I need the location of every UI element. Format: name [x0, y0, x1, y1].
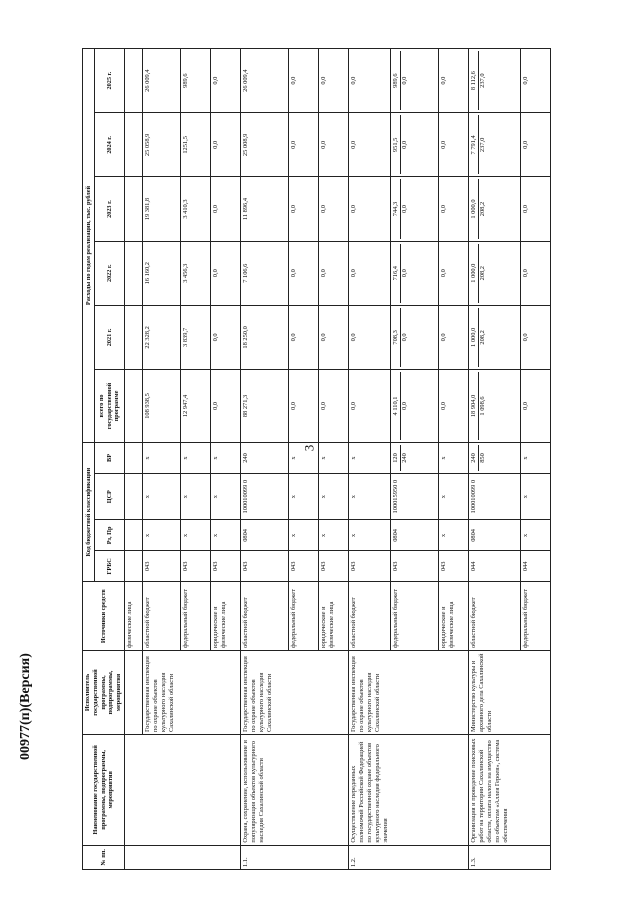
year-amount-part: 237,0: [478, 137, 486, 153]
vr-code: x: [288, 442, 318, 473]
csr-code: 100010099 0: [468, 473, 520, 519]
year-amount: 1251,5: [180, 113, 210, 177]
year-amount-part: 1 000,0: [470, 244, 479, 303]
year-amount: 0,0: [438, 305, 468, 369]
vr-code: [468, 442, 520, 473]
grbs-code: [124, 551, 142, 582]
grbs-code: 043: [180, 551, 210, 582]
header-grbs: ГРБС: [95, 551, 125, 582]
csr-code: x: [210, 473, 240, 519]
vr-code: x: [210, 442, 240, 473]
row-number: 1.1.: [240, 845, 348, 869]
header-name: Наименование государственной программы, подпрограммы, мероприятия: [83, 735, 125, 846]
rzpr-code: x: [210, 520, 240, 551]
total-amount: 0,0: [288, 369, 318, 442]
year-amount: 0,0: [288, 113, 318, 177]
year-amount: [124, 113, 142, 177]
year-amount: [124, 241, 142, 305]
grbs-code: 044: [468, 551, 520, 582]
year-amount: [468, 49, 520, 113]
csr-code: x: [318, 473, 348, 519]
year-amount-part: 744,3: [392, 179, 401, 238]
funding-source: юридические и физические лица: [438, 582, 468, 651]
year-amount: [390, 177, 438, 241]
document-code: 00977(п)(Версия): [18, 653, 33, 760]
rzpr-code: x: [318, 520, 348, 551]
year-amount-part: 716,4: [392, 244, 401, 303]
year-amount-part: 0,0: [400, 76, 408, 85]
csr-code: x: [142, 473, 180, 519]
year-amount-part: 208,2: [478, 201, 486, 217]
year-amount-split: [392, 308, 409, 367]
year-amount-part: 0,0: [400, 140, 408, 149]
year-amount-part: 237,0: [478, 73, 486, 88]
total-amount-part: 18 904,0: [470, 372, 479, 440]
year-amount: 989,6: [180, 49, 210, 113]
year-amount: [468, 177, 520, 241]
year-amount: 0,0: [520, 177, 550, 241]
year-amount: 0,0: [318, 113, 348, 177]
measure-name: Охрана, сохранение, использование и популяризация объектов культурного наследия Сахалинской области: [240, 735, 348, 846]
header-kbk: Код бюджетной классификации: [83, 442, 95, 581]
year-amount-split: [392, 51, 409, 110]
year-amount: 18 250,0: [240, 305, 288, 369]
csr-code: 100015950 0: [390, 473, 438, 519]
year-amount: 0,0: [348, 241, 390, 305]
header-vr: ВР: [95, 442, 125, 473]
grbs-code: 043: [142, 551, 180, 582]
year-amount: 7 106,6: [240, 241, 288, 305]
csr-code: x: [348, 473, 390, 519]
total-amount: 0,0: [348, 369, 390, 442]
year-amount: 0,0: [288, 241, 318, 305]
total-amount: [390, 369, 438, 442]
rotated-budget-table: [82, 48, 612, 870]
funding-source: федеральный бюджет: [180, 582, 210, 651]
rzpr-code: x: [142, 520, 180, 551]
total-amount-split: [470, 372, 487, 440]
header-expenses: Расходы по годам реализации, тыс. рублей: [83, 49, 95, 443]
funding-source: юридические и физические лица: [318, 582, 348, 651]
year-amount: 3 839,7: [180, 305, 210, 369]
year-amount: 0,0: [210, 305, 240, 369]
year-amount-part: 208,2: [478, 266, 486, 281]
year-amount: 0,0: [288, 49, 318, 113]
year-amount-part: 951,5: [392, 115, 401, 174]
grbs-code: 043: [438, 551, 468, 582]
year-amount: 0,0: [438, 49, 468, 113]
year-amount: 26 009,4: [240, 49, 288, 113]
year-amount: 0,0: [438, 241, 468, 305]
year-amount-split: [470, 308, 487, 367]
executor: Государственная инспекция по охране объектов культурного наследия Сахалинской области: [240, 650, 348, 734]
rzpr-code: x: [348, 520, 390, 551]
grbs-code: 043: [318, 551, 348, 582]
year-amount: [468, 113, 520, 177]
vr-code: [390, 442, 438, 473]
funding-source: областной бюджет: [348, 582, 390, 651]
rzpr-code: 0804: [468, 520, 520, 551]
grbs-code: 043: [210, 551, 240, 582]
total-amount-part: 0,0: [400, 401, 408, 410]
header-year: 2025 г.: [95, 49, 125, 113]
rzpr-code: x: [180, 520, 210, 551]
year-amount: 0,0: [520, 241, 550, 305]
year-amount: [468, 241, 520, 305]
header-year: 2022 г.: [95, 241, 125, 305]
vr-code: x: [520, 442, 550, 473]
total-amount: 0,0: [210, 369, 240, 442]
year-amount: 0,0: [210, 113, 240, 177]
year-amount: 25 008,9: [240, 113, 288, 177]
vr-code: x: [142, 442, 180, 473]
header-year: 2021 г.: [95, 305, 125, 369]
header-executor: Исполнитель государственной программы, подпрограммы, мероприятия: [83, 650, 125, 734]
year-amount-split: [470, 51, 487, 110]
table-row: [240, 49, 288, 870]
year-amount: 0,0: [438, 177, 468, 241]
year-amount-split: [392, 115, 409, 174]
row-number: 1.2.: [348, 845, 468, 869]
funding-source: федеральный бюджет: [520, 582, 550, 651]
funding-source: юридические и физические лица: [210, 582, 240, 651]
year-amount: 26 009,4: [142, 49, 180, 113]
vr-code: x: [180, 442, 210, 473]
vr-code: [124, 442, 142, 473]
year-amount-part: 1 000,0: [470, 308, 479, 367]
header-csr: ЦСР: [95, 473, 125, 519]
year-amount: 0,0: [318, 241, 348, 305]
csr-code: x: [180, 473, 210, 519]
total-amount: 0,0: [438, 369, 468, 442]
budget-body: [124, 49, 550, 870]
vr-code: x: [348, 442, 390, 473]
total-amount: 88 271,3: [240, 369, 288, 442]
year-amount-part: 989,6: [392, 51, 401, 110]
year-amount: 0,0: [348, 177, 390, 241]
funding-source: федеральный бюджет: [390, 582, 438, 651]
vr-code-part: 240: [470, 445, 479, 471]
vr-code: 240: [240, 442, 288, 473]
measure-name: [124, 735, 240, 846]
vr-code: x: [318, 442, 348, 473]
rzpr-code: 0804: [240, 520, 288, 551]
year-amount: [390, 241, 438, 305]
year-amount: [390, 113, 438, 177]
year-amount: 0,0: [288, 305, 318, 369]
year-amount: [124, 305, 142, 369]
total-amount: [468, 369, 520, 442]
grbs-code: 043: [390, 551, 438, 582]
year-amount: [468, 305, 520, 369]
header-year: 2024 г.: [95, 113, 125, 177]
measure-name: Осуществление переданных полномочий Российской Федерацией по государственной охране объектов культурного наследия федерального значения: [348, 735, 468, 846]
year-amount-part: 208,2: [478, 330, 486, 345]
year-amount: 0,0: [318, 177, 348, 241]
year-amount-split: [392, 179, 409, 238]
rzpr-code: 0804: [390, 520, 438, 551]
total-amount: 0,0: [318, 369, 348, 442]
csr-code: x: [520, 473, 550, 519]
year-amount: 0,0: [348, 49, 390, 113]
total-amount-split: [392, 372, 409, 440]
header-total: всего по государственной программе: [95, 369, 125, 442]
year-amount-part: 0,0: [400, 269, 408, 278]
grbs-code: 043: [288, 551, 318, 582]
year-amount: 0,0: [348, 305, 390, 369]
year-amount: 0,0: [210, 241, 240, 305]
row-number: [124, 845, 240, 869]
year-amount: 0,0: [318, 305, 348, 369]
year-amount: 0,0: [288, 177, 318, 241]
year-amount-part: 0,0: [400, 333, 408, 342]
budget-table: [82, 48, 551, 870]
executor: [124, 650, 142, 734]
grbs-code: 043: [240, 551, 288, 582]
year-amount: 3 456,3: [180, 241, 210, 305]
year-amount-part: 708,3: [392, 308, 401, 367]
year-amount: 0,0: [520, 49, 550, 113]
year-amount-part: 1 000,0: [470, 179, 479, 238]
year-amount: [124, 49, 142, 113]
csr-code: [124, 473, 142, 519]
header-year: 2023 г.: [95, 177, 125, 241]
year-amount: 0,0: [210, 49, 240, 113]
measure-name: Организация и проведение поисковых работ на территории Сахалинской области, оплата налога на имущество по объектам «Аллея Героев», система обеспечения: [468, 735, 550, 846]
year-amount-part: 0,0: [400, 205, 408, 214]
rzpr-code: x: [288, 520, 318, 551]
executor: Государственная инспекция по охране объектов культурного наследия Сахалинской области: [142, 650, 240, 734]
csr-code: 100010099 0: [240, 473, 288, 519]
vr-code-part: 240: [400, 453, 408, 463]
total-amount-part: 4 110,1: [392, 372, 401, 440]
funding-source: областной бюджет: [142, 582, 180, 651]
csr-code: x: [438, 473, 468, 519]
year-amount: [390, 49, 438, 113]
vr-code-split: [470, 445, 487, 471]
year-amount: [390, 305, 438, 369]
year-amount: 0,0: [348, 113, 390, 177]
year-amount-part: 8 112,6: [470, 51, 479, 110]
header-num: № пп.: [83, 845, 125, 869]
year-amount-split: [470, 244, 487, 303]
vr-code-part: 850: [478, 453, 486, 463]
year-amount: 0,0: [520, 305, 550, 369]
year-amount: 0,0: [318, 49, 348, 113]
table-row: [468, 49, 520, 870]
grbs-code: 044: [520, 551, 550, 582]
year-amount: 16 160,2: [142, 241, 180, 305]
year-amount: 0,0: [438, 113, 468, 177]
vr-code-split: [392, 445, 409, 471]
vr-code: x: [438, 442, 468, 473]
year-amount: 22 328,2: [142, 305, 180, 369]
year-amount: [124, 177, 142, 241]
executor: Министерство культуры и архивного дела Сахалинской области: [468, 650, 550, 734]
csr-code: x: [288, 473, 318, 519]
header-rzpr: Рз, Пр: [95, 520, 125, 551]
header-source: Источники средств: [83, 582, 125, 651]
total-amount: 108 938,5: [142, 369, 180, 442]
total-amount-part: 1 098,6: [478, 396, 486, 416]
year-amount: 3 410,3: [180, 177, 210, 241]
year-amount-part: 7 791,4: [470, 115, 479, 174]
year-amount: 19 381,8: [142, 177, 180, 241]
funding-source: федеральный бюджет: [288, 582, 318, 651]
funding-source: областной бюджет: [468, 582, 520, 651]
year-amount: 11 896,4: [240, 177, 288, 241]
funding-source: физические лица: [124, 582, 142, 651]
year-amount-split: [392, 244, 409, 303]
total-amount: 12 947,4: [180, 369, 210, 442]
executor: Государственная инспекция по охране объектов культурного наследия Сахалинской области: [348, 650, 468, 734]
year-amount-split: [470, 115, 487, 174]
total-amount: [124, 369, 142, 442]
rzpr-code: x: [520, 520, 550, 551]
funding-source: областной бюджет: [240, 582, 288, 651]
rzpr-code: [124, 520, 142, 551]
table-row: [348, 49, 390, 870]
table-row: [124, 49, 142, 870]
row-number: 1.3.: [468, 845, 550, 869]
year-amount: 0,0: [210, 177, 240, 241]
year-amount: 0,0: [520, 113, 550, 177]
year-amount-split: [470, 179, 487, 238]
vr-code-part: 120: [392, 445, 401, 471]
header-row-1: [83, 49, 95, 870]
total-amount: 0,0: [520, 369, 550, 442]
rzpr-code: x: [438, 520, 468, 551]
grbs-code: 043: [348, 551, 390, 582]
page-number: 3: [301, 444, 317, 452]
year-amount: 25 058,9: [142, 113, 180, 177]
